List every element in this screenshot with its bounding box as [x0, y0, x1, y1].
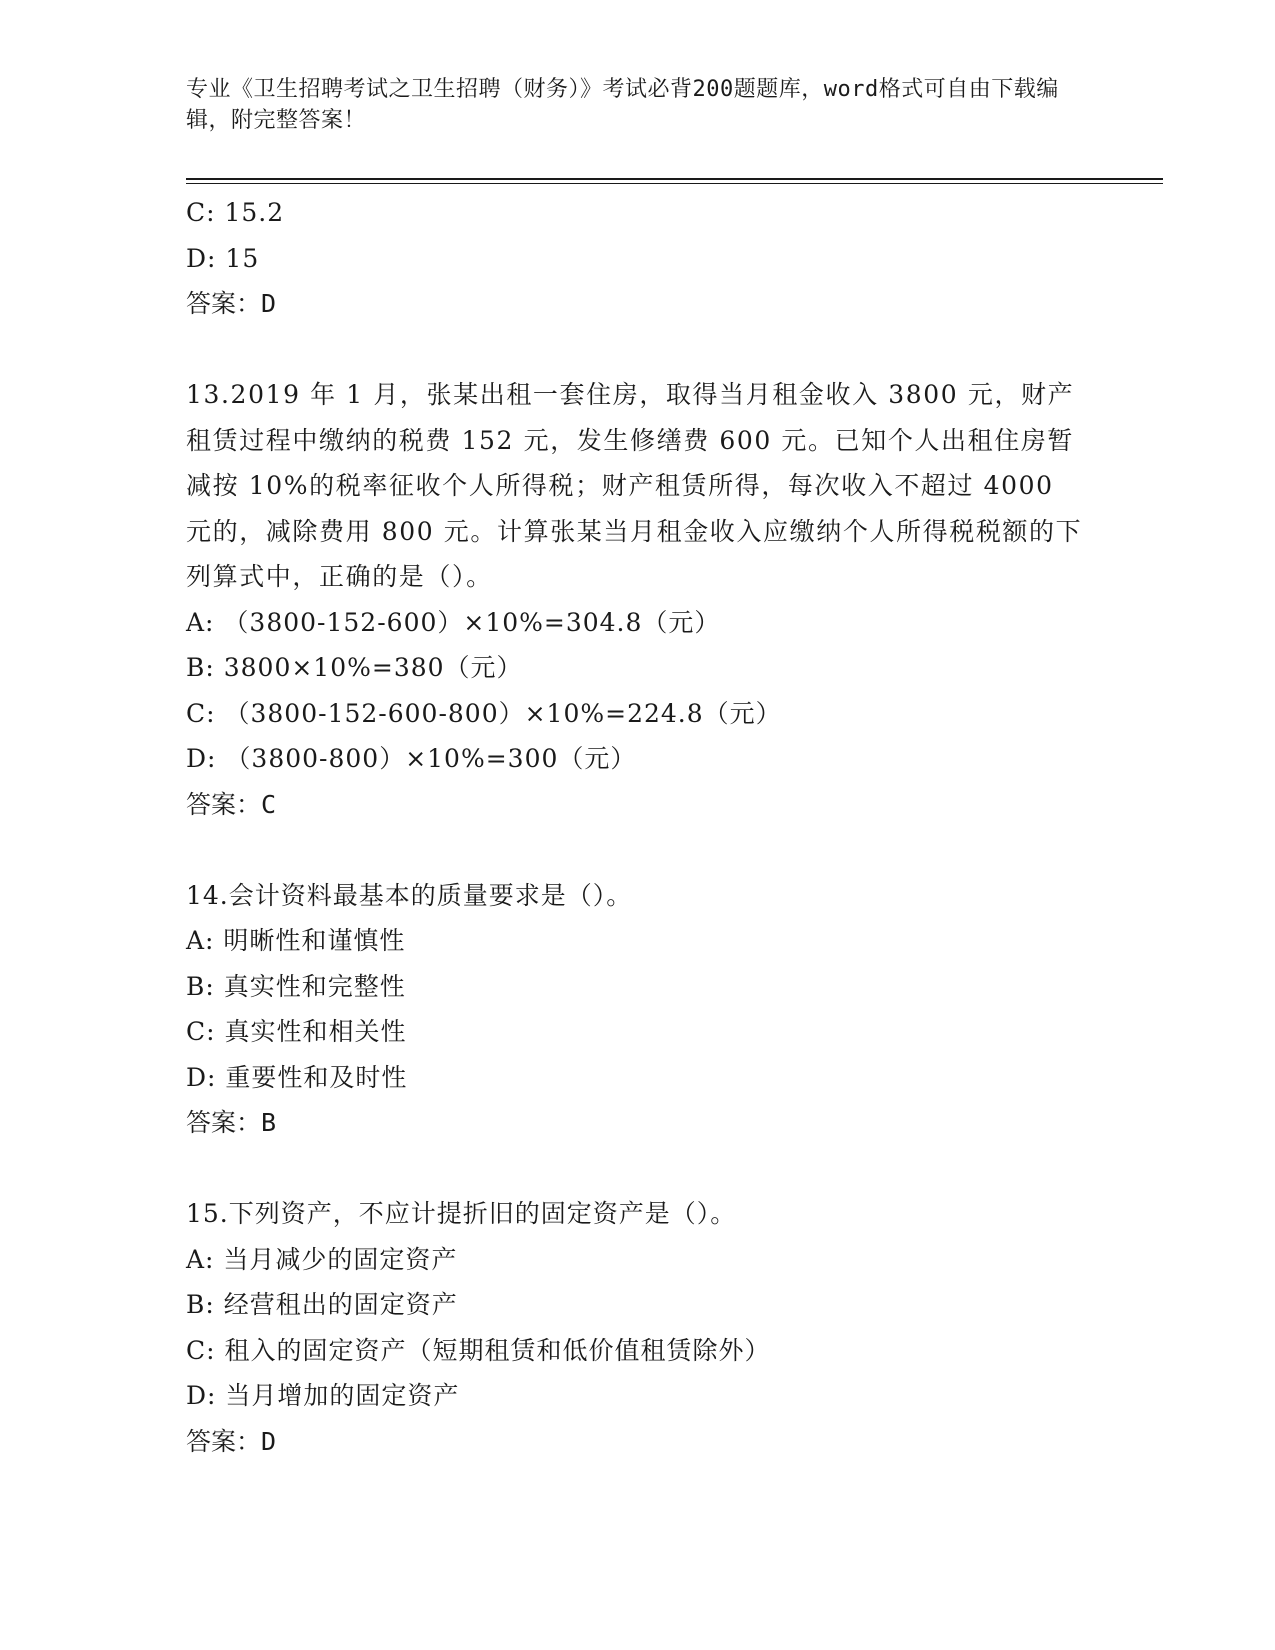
question-block-13 — [186, 372, 1086, 827]
answer-line: 答案：B — [186, 1108, 277, 1137]
option-d: D: 15 — [186, 243, 260, 273]
question-block-15 — [186, 1191, 1086, 1464]
header-rule-thick — [186, 178, 1163, 180]
option-c: C: （3800-152-600-800）×10%=224.8（元） — [186, 698, 782, 728]
spacer — [186, 327, 1086, 373]
option-d: D: 重要性和及时性 — [186, 1062, 408, 1092]
option-c: C: 15.2 — [186, 198, 285, 227]
answer-line: 答案：D — [186, 289, 277, 318]
option-c: C: 租入的固定资产（短期租赁和低价值租赁除外） — [186, 1335, 771, 1365]
option-b: B: 经营租出的固定资产 — [186, 1290, 458, 1319]
option-b: B: 3800×10%=380（元） — [186, 653, 523, 682]
question-stem: 14.会计资料最基本的质量要求是（）。 — [186, 880, 633, 910]
spacer — [186, 1146, 1086, 1192]
option-d: D: （3800-800）×10%=300（元） — [186, 744, 637, 773]
answer-line: 答案：D — [186, 1426, 277, 1456]
option-a: A: 明晰性和谨慎性 — [186, 926, 406, 955]
question-stem: 13.2019 年 1 月，张某出租一套住房，取得当月租金收入 3800 元，财产租赁过程中缴纳的税费 152 元，发生修缮费 600 元。已知个人出租住房暂减按 10%的税率征收个人所得税；财产租赁所得，每次收入不超过 4000 元的，减除费用 800 元。计算张某当月租金收入应缴纳个人所得税税额的下列算式中，正确的是（）。 — [186, 380, 1083, 591]
option-a: A: 当月减少的固定资产 — [186, 1244, 458, 1274]
spacer — [186, 827, 1086, 873]
question-content — [186, 190, 1086, 1464]
option-a: A: （3800-152-600）×10%=304.8（元） — [186, 607, 721, 637]
option-d: D: 当月增加的固定资产 — [186, 1381, 460, 1410]
option-c: C: 真实性和相关性 — [186, 1017, 407, 1046]
question-block-12 — [186, 190, 1086, 327]
option-b: B: 真实性和完整性 — [186, 971, 406, 1001]
answer-line: 答案：C — [186, 789, 277, 819]
page-header: 专业《卫生招聘考试之卫生招聘（财务）》考试必背200题题库，word格式可自由下载编辑，附完整答案！ — [186, 77, 1059, 133]
question-stem: 15.下列资产，不应计提折旧的固定资产是（）。 — [186, 1199, 737, 1228]
header-rule-thin — [186, 183, 1163, 184]
question-block-14 — [186, 873, 1086, 1146]
